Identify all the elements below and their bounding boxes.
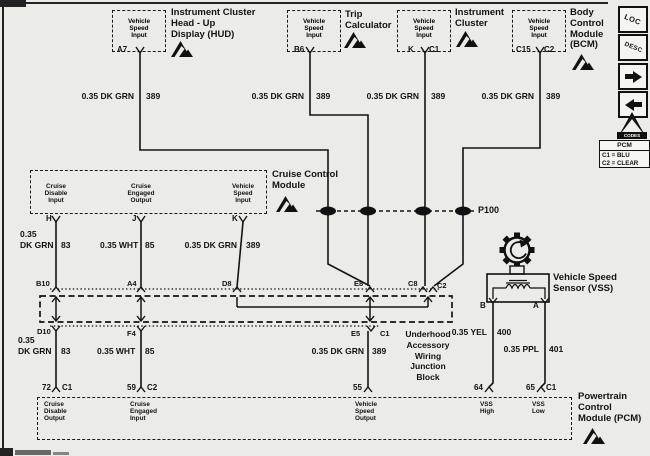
pin-label: B [480, 301, 486, 310]
pcm-section-label: Cruise Disable Output [44, 401, 67, 423]
circuit-number: 389 [546, 91, 561, 101]
pin-label: B10 [36, 279, 50, 288]
codes-button-label[interactable]: CODES [617, 132, 647, 139]
pin-label: A4 [127, 279, 137, 288]
box-label-line: Speed [304, 25, 324, 33]
wire-label: 0.35 DK GRN [311, 346, 364, 356]
module-name-instrument-cluster: Instrument Cluster [455, 7, 505, 29]
cruise-section-label: Cruise Disable Input [44, 183, 68, 205]
pin-label: J [132, 214, 137, 223]
pin-label: 64 [474, 383, 483, 392]
pin-label: E8 [354, 279, 364, 288]
circuit-number: 401 [549, 344, 564, 354]
pin-label: C2 [437, 281, 447, 290]
coil-symbol [493, 281, 545, 300]
box-label-line: Speed [414, 25, 434, 33]
loc-button[interactable] [618, 6, 648, 33]
module-name-bcm: Body Control Module (BCM) [570, 7, 604, 51]
box-label-line: Vehicle [527, 18, 551, 25]
vss-graphics [487, 233, 549, 303]
pin-label: F4 [127, 329, 136, 338]
esd-icon [572, 54, 594, 70]
legend-title: PCM [600, 141, 649, 151]
pin-label: D10 [37, 327, 51, 336]
left-arrow-icon [625, 99, 642, 111]
box-label-line: Input [306, 32, 322, 40]
pin-label: C1 [546, 383, 557, 392]
circuit-number: 389 [316, 91, 331, 101]
esd-icon [344, 32, 366, 48]
pin-label: K [408, 45, 414, 54]
forward-arrow-button[interactable] [618, 63, 648, 90]
box-label-line: Vehicle [302, 18, 326, 25]
circuit-number: 389 [146, 91, 161, 101]
circuit-number: 389 [372, 346, 387, 356]
circuit-number: 389 [431, 91, 446, 101]
module-name-cruise-control: Cruise Control Module [272, 169, 338, 191]
cruise-section-label: Vehicle Speed Input [231, 183, 255, 205]
wire-label: 0.35 DK GRN [481, 91, 534, 101]
esd-icon [171, 41, 193, 57]
wire-label: DK GRN [18, 346, 52, 356]
vss-name: Vehicle Speed Sensor (VSS) [553, 272, 617, 294]
circuit-number: 85 [145, 346, 155, 356]
wire-label: DK GRN [20, 240, 54, 250]
pin-label: B6 [294, 45, 305, 54]
box-label-line: Input [416, 32, 432, 40]
wire-label: 0.35 DK GRN [184, 240, 237, 250]
circuit-number: 389 [246, 240, 261, 250]
pcm-section-label: Vehicle Speed Output [355, 401, 378, 423]
junction-block-name: Underhood Accessory Wiring Junction Block [405, 329, 451, 383]
pin-label: A [533, 301, 539, 310]
desc-button[interactable] [618, 34, 648, 61]
esd-icon [583, 428, 605, 444]
circuit-number: 85 [145, 240, 155, 250]
desc-button-label: DESC [623, 40, 643, 55]
pin-label: H [46, 214, 52, 223]
pin-label: K [232, 214, 238, 223]
junction-block-graphics [40, 289, 452, 326]
wire-label: 0.35 [18, 335, 35, 345]
esd-icon [276, 196, 298, 212]
module-name-pcm: Powertrain Control Module (PCM) [578, 391, 642, 424]
circuit-number: 83 [61, 346, 71, 356]
pcm-connector-legend [599, 140, 650, 168]
gear-icon [500, 233, 535, 268]
pcm-section-label: VSS High [480, 401, 495, 416]
wire-label: 0.35 WHT [97, 346, 136, 356]
pin-label: 59 [127, 383, 136, 392]
wire-label: 0.35 DK GRN [81, 91, 134, 101]
wire-label: 0.35 WHT [100, 240, 139, 250]
circuit-number: 83 [61, 240, 71, 250]
legend-row: C2 = CLEAR [602, 159, 639, 167]
module-box-instrument-cluster [397, 10, 451, 52]
pin-label: A7 [117, 45, 128, 54]
box-label-line: Speed [129, 25, 149, 33]
pin-label: C1 [429, 45, 440, 54]
module-name-hud: Instrument Cluster Head - Up Display (HUD) [171, 7, 256, 40]
wire-label: 0.35 YEL [451, 327, 487, 337]
pin-label: 65 [526, 383, 535, 392]
wire-label: 0.35 [20, 229, 37, 239]
pin-label: C8 [408, 279, 418, 288]
loc-button-label: LOC [623, 12, 643, 27]
wire-label: 0.35 PPL [503, 344, 539, 354]
p100-label: P100 [478, 205, 500, 215]
pin-label: C2 [544, 45, 555, 54]
pin-label: C15 [516, 45, 531, 54]
pin-label: 55 [353, 383, 362, 392]
pcm-section-label: VSS Low [532, 401, 545, 416]
box-label-line: Input [131, 32, 147, 40]
esd-icon [456, 31, 478, 47]
p100-connector [316, 207, 474, 216]
pin-label: C1 [380, 329, 390, 338]
pin-label: C2 [147, 383, 158, 392]
module-name-trip-calculator: Trip Calculator [345, 9, 392, 31]
box-label-line: Speed [529, 25, 549, 33]
circuit-number: 400 [497, 327, 512, 337]
wire-label: 0.35 DK GRN [251, 91, 304, 101]
pcm-section-label: Cruise Engaged Input [130, 401, 157, 423]
pin-label: D8 [222, 279, 232, 288]
cruise-section-label: Cruise Engaged Output [127, 183, 155, 205]
pin-label: 72 [42, 383, 51, 392]
wire-label: 0.35 DK GRN [366, 91, 419, 101]
box-label-line: Vehicle [412, 18, 436, 25]
pin-label: C1 [62, 383, 73, 392]
box-label-line: Vehicle [127, 18, 151, 25]
legend-row: C1 = BLU [602, 151, 630, 159]
pin-label: E5 [351, 329, 361, 338]
box-label-line: Input [531, 32, 547, 40]
right-arrow-icon [625, 71, 642, 83]
